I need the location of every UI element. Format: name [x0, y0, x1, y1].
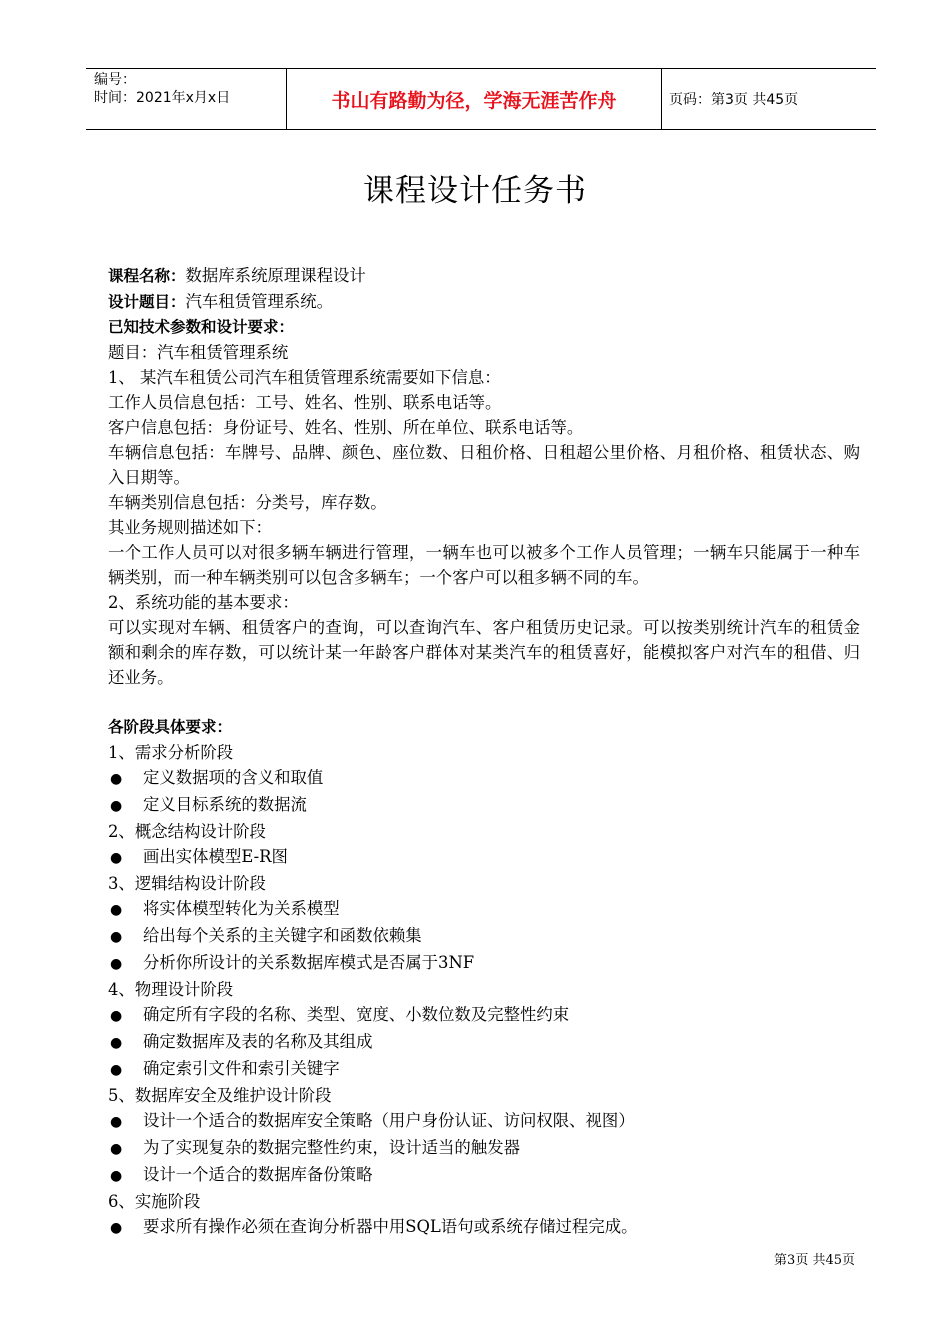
paragraph: 车辆类别信息包括：分类号，库存数。: [108, 493, 387, 512]
bullet-item: [108, 1135, 860, 1162]
bullet-icon: [108, 1056, 143, 1083]
bullet-icon: [108, 950, 143, 977]
bullet-text: 确定所有字段的名称、类型、宽度、小数位数及完整性约束: [143, 1005, 570, 1024]
bullet-text: 将实体模型转化为关系模型: [143, 899, 340, 918]
bullet-icon: [108, 1135, 143, 1162]
bullet-icon: [108, 1108, 143, 1135]
bullet-item: [108, 923, 860, 950]
stage-heading: 4、物理设计阶段: [108, 980, 234, 999]
bullet-icon: [108, 1214, 143, 1241]
bullet-icon: [108, 1162, 143, 1189]
bullet-item: [108, 1029, 860, 1056]
bullet-item: [108, 792, 860, 819]
spacer: [108, 690, 860, 715]
paragraph: 可以实现对车辆、租赁客户的查询，可以查询汽车、客户租赁历史记录。可以按类别统计汽车的租赁金额和剩余的库存数，可以统计某一年龄客户群体对某类汽车的租赁喜好，能模拟客户对汽车的租借、归还业务。: [108, 618, 860, 687]
bullet-item: [108, 1002, 860, 1029]
bullet-icon: [108, 1002, 143, 1029]
bullet-text: 确定索引文件和索引关键字: [143, 1059, 340, 1078]
bullet-icon: [108, 765, 143, 792]
paragraph: 题目：汽车租赁管理系统: [108, 343, 289, 362]
bullet-text: 设计一个适合的数据库安全策略（用户身份认证、访问权限、视图）: [143, 1111, 635, 1130]
bullet-text: 要求所有操作必须在查询分析器中用SQL语句或系统存储过程完成。: [143, 1217, 638, 1236]
bullet-text: 定义数据项的含义和取值: [143, 768, 324, 787]
bullet-icon: [108, 896, 143, 923]
design-topic-line: [108, 289, 860, 315]
stage-heading: 2、概念结构设计阶段: [108, 822, 266, 841]
stage-heading: 5、数据库安全及维护设计阶段: [108, 1086, 332, 1105]
bullet-item: [108, 950, 860, 977]
bullet-text: 确定数据库及表的名称及其组成: [143, 1032, 373, 1051]
bullet-item: [108, 1056, 860, 1083]
bullet-item: [108, 1108, 860, 1135]
paragraph: 一个工作人员可以对很多辆车辆进行管理，一辆车也可以被多个工作人员管理；一辆车只能属于一种车辆类别，而一种车辆类别可以包含多辆车；一个客户可以租多辆不同的车。: [108, 543, 860, 587]
header-meta: [94, 69, 284, 129]
paragraph: 2、系统功能的基本要求：: [108, 593, 299, 612]
stage-heading: 3、逻辑结构设计阶段: [108, 874, 266, 893]
bullet-text: 画出实体模型E-R图: [143, 847, 288, 866]
paragraph: 客户信息包括：身份证号、姓名、性别、所在单位、联系电话等。: [108, 418, 584, 437]
design-topic-label: 设计题目：: [108, 293, 186, 311]
bullet-text: 分析你所设计的关系数据库模式是否属于3NF: [143, 953, 475, 972]
header-page-number: 页码：第3页 共45页: [669, 92, 799, 108]
course-name-label: 课程名称：: [108, 267, 186, 285]
bullet-text: 设计一个适合的数据库备份策略: [143, 1165, 373, 1184]
paragraph: 工作人员信息包括：工号、姓名、性别、联系电话等。: [108, 393, 502, 412]
header-motto: 书山有路勤为径，学海无涯苦作舟: [286, 69, 662, 129]
design-topic-value: 汽车租赁管理系统。: [185, 292, 334, 311]
paragraph: 车辆信息包括：车牌号、品牌、颜色、座位数、日租价格、日租超公里价格、月租价格、租赁状态、购入日期等。: [108, 443, 860, 487]
bullet-icon: [108, 923, 143, 950]
bullet-icon: [108, 792, 143, 819]
doc-date: 时间：2021年x月x日: [94, 90, 231, 106]
course-name-line: [108, 263, 860, 289]
bullet-item: [108, 896, 860, 923]
bullet-icon: [108, 844, 143, 871]
stage-heading: 1、需求分析阶段: [108, 743, 234, 762]
bullet-item: [108, 1214, 860, 1241]
footer-page-number: 第3页 共45页: [774, 1253, 855, 1268]
stage-heading: 6、实施阶段: [108, 1192, 201, 1211]
paragraph: 1、 某汽车租赁公司汽车租赁管理系统需要如下信息：: [108, 368, 501, 387]
document-body: [108, 263, 860, 1241]
paragraph: 其业务规则描述如下：: [108, 518, 272, 537]
page-header: [86, 68, 876, 130]
bullet-item: [108, 1162, 860, 1189]
document-title: 课程设计任务书: [363, 173, 587, 209]
bullet-item: [108, 844, 860, 871]
bullet-text: 给出每个关系的主关键字和函数依赖集: [143, 926, 422, 945]
bullet-text: 为了实现复杂的数据完整性约束，设计适当的触发器: [143, 1138, 520, 1157]
doc-number: 编号：: [94, 72, 136, 88]
course-name-value: 数据库系统原理课程设计: [185, 266, 366, 285]
params-heading: 已知技术参数和设计要求：: [108, 318, 295, 336]
stages-heading: 各阶段具体要求：: [108, 718, 233, 736]
bullet-text: 定义目标系统的数据流: [143, 795, 307, 814]
bullet-icon: [108, 1029, 143, 1056]
bullet-item: [108, 765, 860, 792]
